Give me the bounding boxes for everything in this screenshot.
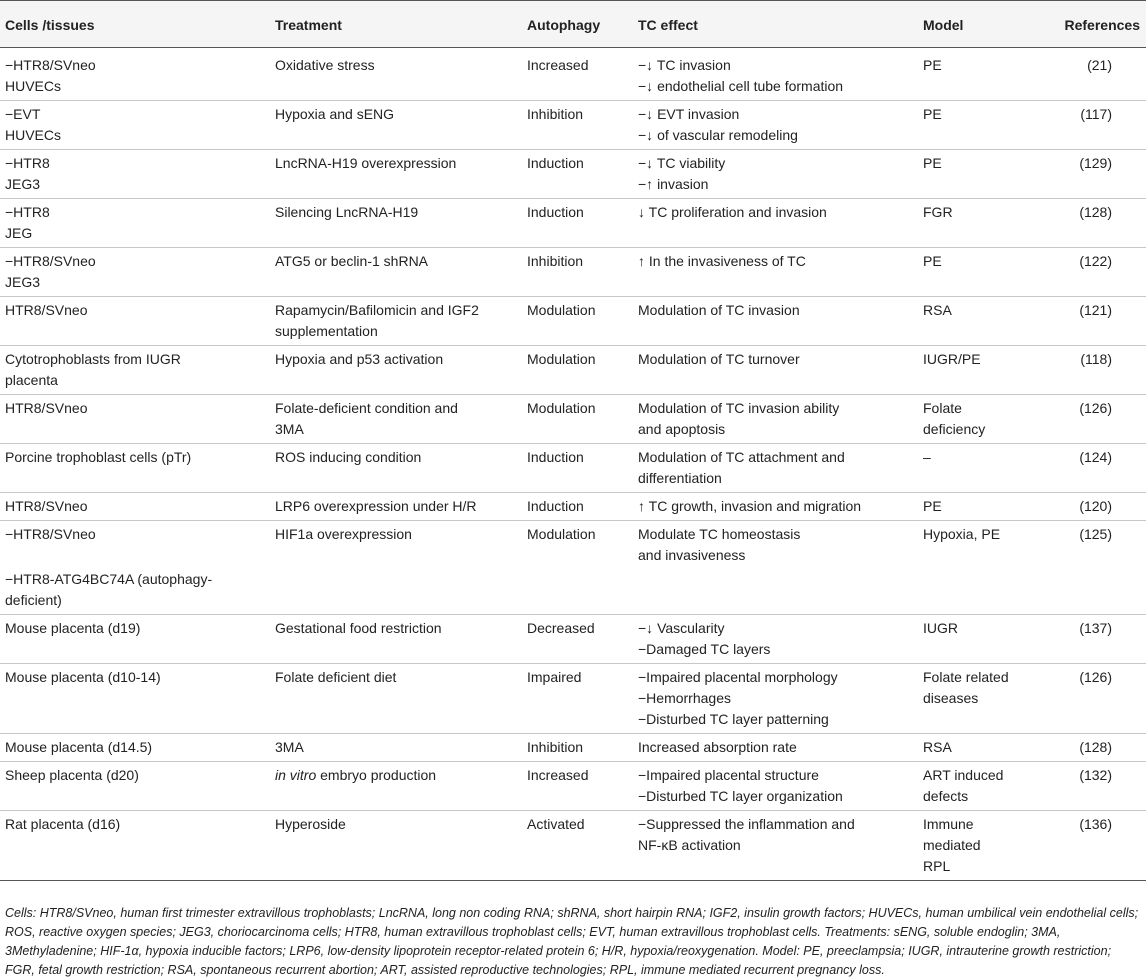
cell-model: IUGR/PE — [918, 346, 1028, 395]
cell-reference: (118) — [1028, 346, 1146, 395]
cell-cells: Porcine trophoblast cells (pTr) — [0, 444, 270, 493]
cell-autophagy: Modulation — [522, 346, 633, 395]
cell-model: Hypoxia, PE — [923, 526, 1001, 542]
table-row — [0, 248, 1146, 297]
cell-effect: −↓ TC viability −↑ invasion — [633, 150, 918, 199]
cell-autophagy: Decreased — [522, 615, 633, 664]
table-row — [0, 734, 1146, 762]
header-references: References — [1028, 1, 1146, 48]
cell-cells: HTR8/SVneo — [0, 297, 270, 346]
cell-cells: −HTR8-ATG4BC74A (autophagy- deficient) — [0, 569, 270, 615]
cell-effect: −↓ Vascularity −Damaged TC layers — [633, 615, 918, 664]
header-row — [0, 1, 1146, 48]
cell-reference: (136) — [1028, 811, 1146, 881]
cell-effect — [633, 569, 918, 615]
cell-treatment: Folate-deficient condition and 3MA — [270, 395, 522, 444]
cell-autophagy: Activated — [522, 811, 633, 881]
table-row — [0, 395, 1146, 444]
cell-autophagy: Induction — [522, 444, 633, 493]
cell-autophagy: Modulation — [522, 297, 633, 346]
cell-effect: Modulation of TC attachment and differentiation — [633, 444, 918, 493]
cell-effect: ↑ TC growth, invasion and migration — [633, 493, 918, 521]
cell-reference — [1028, 569, 1146, 615]
table-row — [0, 615, 1146, 664]
table-row — [0, 199, 1146, 248]
cell-autophagy: Induction — [522, 150, 633, 199]
table-row — [0, 297, 1146, 346]
cell-model: RSA — [918, 734, 1028, 762]
cell-reference: (21) — [1028, 48, 1146, 101]
cell-autophagy: Modulation — [527, 526, 596, 542]
cell-cells: −HTR8 JEG3 — [0, 150, 270, 199]
cell-reference: (121) — [1028, 297, 1146, 346]
cell-autophagy: Increased — [522, 762, 633, 811]
cell-cells: Mouse placenta (d14.5) — [0, 734, 270, 762]
cell-effect: −Impaired placental morphology −Hemorrhages −Disturbed TC layer patterning — [633, 664, 918, 734]
cell-model: FGR — [918, 199, 1028, 248]
cell-reference: (126) — [1028, 664, 1146, 734]
cell-model: PE — [918, 101, 1028, 150]
cell-model: – — [918, 444, 1028, 493]
cell-reference: (125) — [1079, 526, 1112, 542]
cell-autophagy: Inhibition — [522, 101, 633, 150]
cell-model: Immune mediated RPL — [918, 811, 1028, 881]
cell-effect: Modulate TC homeostasis and invasiveness — [638, 526, 801, 563]
table-row — [0, 493, 1146, 521]
cell-model: Folate related diseases — [918, 664, 1028, 734]
header-treatment: Treatment — [270, 1, 522, 48]
cell-autophagy: Inhibition — [522, 734, 633, 762]
treatment-italic: in vitro — [275, 767, 317, 783]
cell-reference: (137) — [1028, 615, 1146, 664]
cell-reference: (126) — [1028, 395, 1146, 444]
table-row — [0, 101, 1146, 150]
cell-treatment: ROS inducing condition — [270, 444, 522, 493]
table-row — [0, 150, 1146, 199]
cell-cells: HTR8/SVneo — [0, 493, 270, 521]
cell-cells: −HTR8/SVneo JEG3 — [0, 248, 270, 297]
cell-reference: (132) — [1028, 762, 1146, 811]
cell-model: PE — [918, 48, 1028, 101]
cell-autophagy: Impaired — [522, 664, 633, 734]
cell-model: ART induced defects — [918, 762, 1028, 811]
cell-reference: (124) — [1028, 444, 1146, 493]
table-row — [0, 346, 1146, 395]
cell-effect: −↓ EVT invasion −↓ of vascular remodeling — [633, 101, 918, 150]
cell-model: PE — [918, 493, 1028, 521]
cell-treatment: LRP6 overexpression under H/R — [270, 493, 522, 521]
cell-cells: −HTR8 JEG — [0, 199, 270, 248]
cell-cells: Sheep placenta (d20) — [0, 762, 270, 811]
cell-autophagy — [522, 569, 633, 615]
cell-autophagy: Induction — [522, 493, 633, 521]
cell-effect: ↓ TC proliferation and invasion — [633, 199, 918, 248]
cell-effect: −Impaired placental structure −Disturbed TC layer organization — [633, 762, 918, 811]
header-autophagy: Autophagy — [522, 1, 633, 48]
cell-model: RSA — [918, 297, 1028, 346]
cell-effect: −Suppressed the inflammation and NF-κB activation — [633, 811, 918, 881]
cell-treatment: Hypoxia and sENG — [270, 101, 522, 150]
cell-autophagy: Modulation — [522, 395, 633, 444]
cell-autophagy: Increased — [522, 48, 633, 101]
treatment-rest: embryo production — [316, 767, 437, 783]
cell-effect: Modulation of TC turnover — [633, 346, 918, 395]
cell-effect: Modulation of TC invasion ability and apoptosis — [633, 395, 918, 444]
cell-autophagy: Induction — [522, 199, 633, 248]
cell-model: PE — [918, 150, 1028, 199]
cell-reference: (129) — [1028, 150, 1146, 199]
cell-autophagy: Inhibition — [522, 248, 633, 297]
cell-cells: Mouse placenta (d10-14) — [0, 664, 270, 734]
cell-treatment: HIF1a overexpression — [275, 526, 412, 542]
cell-cells: −HTR8/SVneo — [5, 526, 96, 542]
cell-treatment — [270, 762, 522, 811]
cell-model: IUGR — [918, 615, 1028, 664]
table-row — [0, 762, 1146, 811]
cell-model — [918, 569, 1028, 615]
table-row — [0, 521, 1146, 570]
table-row — [0, 811, 1146, 881]
table-row — [0, 664, 1146, 734]
cell-model: PE — [918, 248, 1028, 297]
cell-treatment: Folate deficient diet — [270, 664, 522, 734]
cell-treatment: ATG5 or beclin-1 shRNA — [270, 248, 522, 297]
cell-cells: HTR8/SVneo — [0, 395, 270, 444]
cell-treatment — [270, 569, 522, 615]
cell-reference: (117) — [1028, 101, 1146, 150]
cell-reference: (122) — [1028, 248, 1146, 297]
cell-treatment: Rapamycin/Bafilomicin and IGF2 supplementation — [270, 297, 522, 346]
cell-effect: Modulation of TC invasion — [633, 297, 918, 346]
cell-cells: Mouse placenta (d19) — [0, 615, 270, 664]
cell-reference: (120) — [1028, 493, 1146, 521]
cell-treatment: Gestational food restriction — [270, 615, 522, 664]
cell-cells: Rat placenta (d16) — [0, 811, 270, 881]
cell-treatment: LncRNA-H19 overexpression — [270, 150, 522, 199]
cell-effect: ↑ In the invasiveness of TC — [633, 248, 918, 297]
cell-treatment: Hyperoside — [270, 811, 522, 881]
cell-treatment: Silencing LncRNA-H19 — [270, 199, 522, 248]
cell-reference: (128) — [1028, 199, 1146, 248]
header-tc-effect: TC effect — [633, 1, 918, 48]
table-row — [0, 569, 1146, 615]
cell-effect: Increased absorption rate — [633, 734, 918, 762]
table-footnote: Cells: HTR8/SVneo, human first trimester extravillous trophoblasts; LncRNA, long non coding RNA; shRNA, short hairpin RNA; IGF2, insulin growth factors; HUVECs, human umbilical vein endothelial cells; ROS, reactive oxygen species; JEG3, choriocarcinoma cells; HTR8, human extravillous trophoblast cells; EVT, human extravillous trophoblast cells. Treatments: sENG, soluble endoglin; 3MA, 3Methyladenine; HIF-1α, hypoxia inducible factors; LRP6, low-density lipoprotein receptor-related protein 6; H/R, hypoxia/reoxygenation. Model: PE, preeclampsia; IUGR, intrauterine growth restriction; FGR, fetal growth restriction; RSA, spontaneous recurrent abortion; ART, assisted reproductive technologies; RPL, immune mediated recurrent pregnancy loss. — [5, 905, 1139, 977]
header-model: Model — [918, 1, 1028, 48]
cell-treatment: Hypoxia and p53 activation — [270, 346, 522, 395]
cell-reference: (128) — [1028, 734, 1146, 762]
table-row — [0, 48, 1146, 101]
cell-cells: −EVT HUVECs — [0, 101, 270, 150]
cell-effect: −↓ TC invasion −↓ endothelial cell tube formation — [633, 48, 918, 101]
cell-treatment: 3MA — [270, 734, 522, 762]
header-cells-tissues: Cells /tissues — [0, 1, 270, 48]
table-row — [0, 444, 1146, 493]
cell-cells: Cytotrophoblasts from IUGR placenta — [0, 346, 270, 395]
cell-treatment: Oxidative stress — [270, 48, 522, 101]
cell-model: Folate deficiency — [918, 395, 1028, 444]
cell-cells: −HTR8/SVneo HUVECs — [0, 48, 270, 101]
